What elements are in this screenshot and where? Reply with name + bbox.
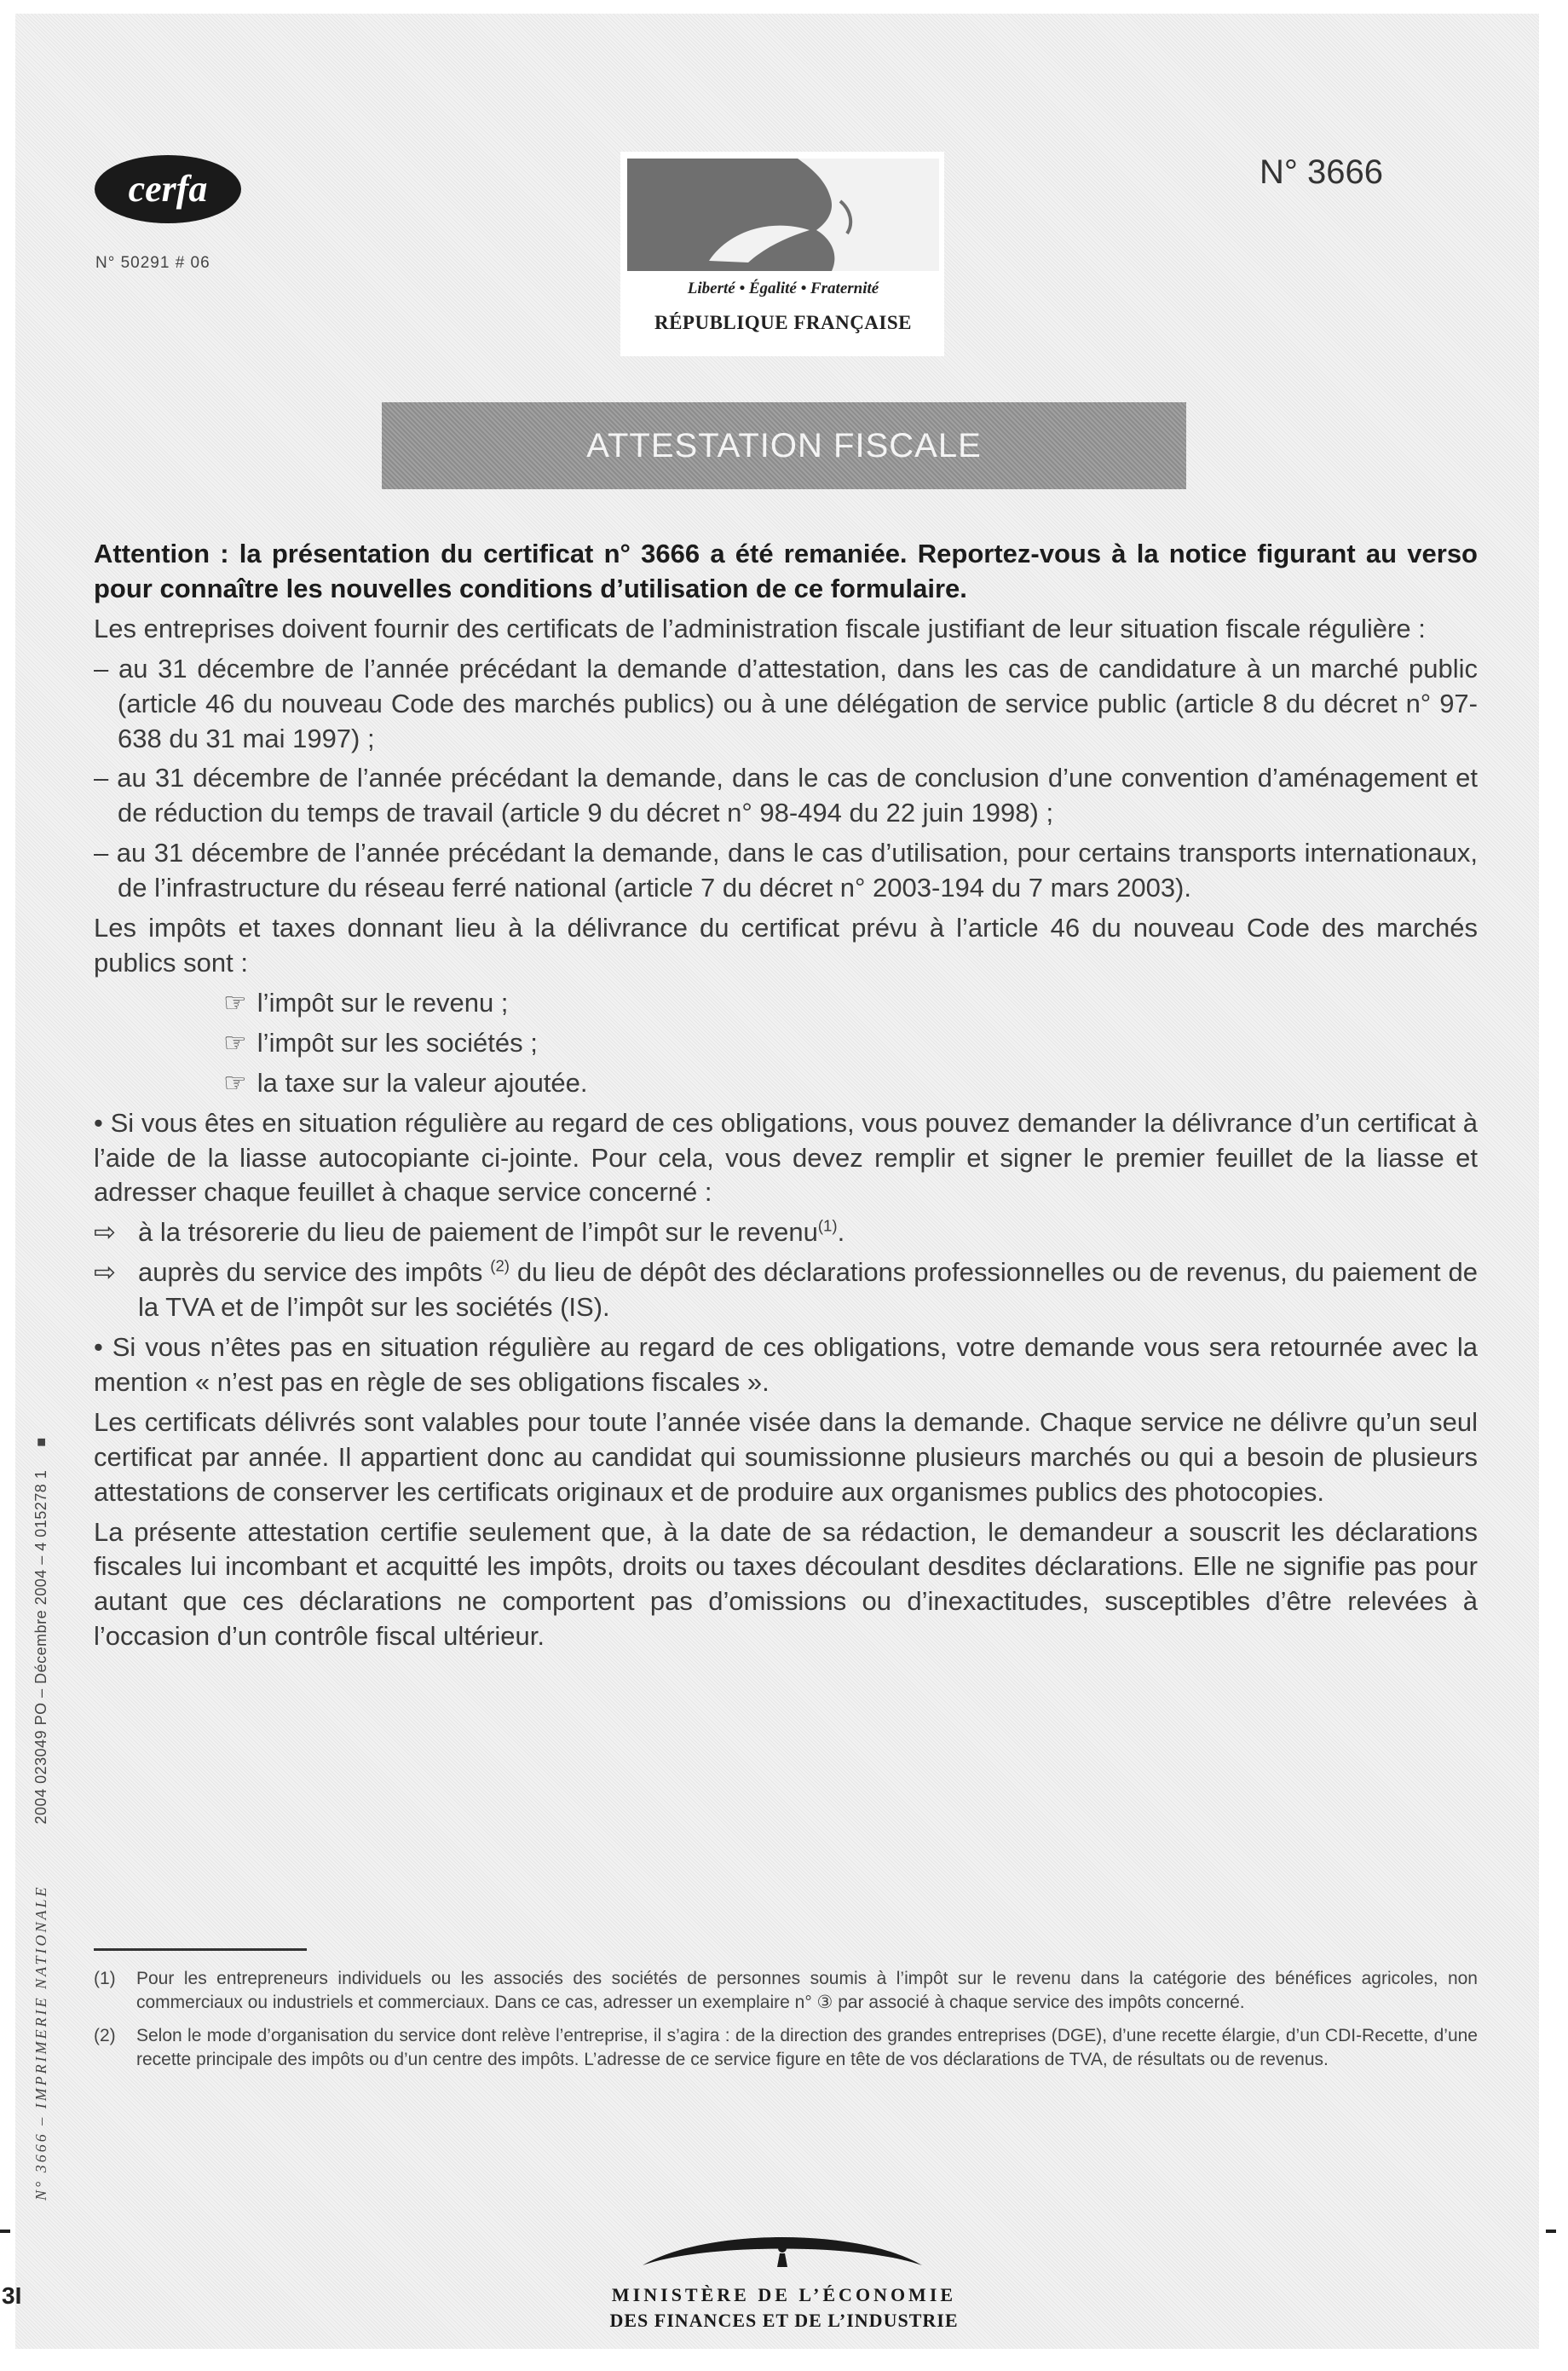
taxes-intro: Les impôts et taxes donnant lieu à la délivrance du certificat prévu à l’article 46 du nouveau Code des marchés publics sont :: [94, 913, 1478, 978]
footnote-item: [94, 1967, 1478, 2014]
tax-label: l’impôt sur les sociétés ;: [257, 1027, 538, 1058]
bullet-mark: ■: [32, 1437, 49, 1447]
service-text: à la trésorerie du lieu de paiement de l’impôt sur le revenu: [138, 1217, 818, 1248]
edge-characters: 3I: [2, 2282, 22, 2309]
intro-paragraph: Les entreprises doivent fournir des certificats de l’administration fiscale justifiant de leur situation fiscale régulière :: [94, 613, 1426, 643]
tax-item: [94, 986, 1478, 1021]
ministry-name-line1: MINISTÈRE DE L’ÉCONOMIE: [611, 2284, 957, 2305]
service-item: [94, 1255, 1478, 1325]
print-code: 2004 023049 PO – Décembre 2004 – 4 015278 1: [32, 1469, 49, 1825]
republic-motto: Liberté • Égalité • Fraternité: [687, 280, 879, 297]
marianne-emblem: [627, 159, 939, 271]
footnotes: [94, 1967, 1478, 2082]
page-title: ATTESTATION FISCALE: [586, 426, 982, 464]
cerfa-number: N° 50291 # 06: [95, 254, 210, 272]
side-print-code: [32, 1127, 58, 2201]
tax-label: la taxe sur la valeur ajoutée.: [257, 1067, 588, 1098]
pointing-hand-icon: ☞: [223, 1067, 247, 1098]
ministry-name-line2: DES FINANCES ET DE L’INDUSTRIE: [609, 2310, 959, 2331]
footnote-number: (1): [94, 1969, 116, 1988]
case-item: – au 31 décembre de l’année précédant la demande, dans le cas de conclusion d’une convention d’aménagement et de réduction du temps de travail (article 9 du décret n° 98-494 du 22 juin 1998) ;: [94, 763, 1478, 828]
cut-mark: [0, 2230, 10, 2233]
case-item: – au 31 décembre de l’année précédant la demande, dans le cas d’utilisation, pour certains transports internationaux, de l’infrastructure du réseau ferré national (article 7 du décret n° 2003-194 du 7 mars 2003).: [94, 838, 1478, 903]
outline-arrow-icon: ⇨: [94, 1257, 116, 1288]
footnote-number: (2): [94, 2026, 116, 2046]
pointing-hand-icon: ☞: [223, 987, 247, 1018]
footnote-divider: [94, 1948, 307, 1951]
service-text: auprès du service des impôts: [138, 1257, 483, 1288]
footnote-item: [94, 2024, 1478, 2071]
notice-body: [94, 537, 1478, 1659]
footnote-text: Selon le mode d’organisation du service dont relève l’entreprise, il s’agira : de la direction des grandes entreprises (DGE), d’une recette élargie, d’un CDI-Recette, d’une recette principale des impôts ou d’un centre des impôts. L’adresse de ce service figure en tête de vos déclarations de TVA, de résultats ou de revenus.: [136, 2026, 1478, 2070]
pointing-hand-icon: ☞: [223, 1027, 247, 1058]
printer-label: N° 3666 – IMPRIMERIE NATIONALE: [32, 1884, 49, 2201]
footnote-ref: (2): [490, 1256, 510, 1275]
validity-paragraph: Les certificats délivrés sont valables pour toute l’année visée dans la demande. Chaque service ne délivre qu’un seul certificat par année. Il appartient donc au candidat qui soumissionne plusieurs marchés ou qui a besoin de plusieurs attestations de conserver les certificats originaux et de produire aux organismes publics des photocopies.: [94, 1406, 1478, 1507]
attention-notice: Attention : la présentation du certificat n° 3666 a été remaniée. Reportez-vous à la notice figurant au verso pour connaître les nouvelles conditions d’utilisation de ce formulaire.: [94, 539, 1478, 603]
case-item: – au 31 décembre de l’année précédant la demande d’attestation, dans les cas de candidature à un marché public (article 46 du nouveau Code des marchés publics) ou à une délégation de service public (article 8 du décret n° 97-638 du 31 mai 1997) ;: [94, 653, 1478, 753]
cut-mark: [1546, 2230, 1556, 2233]
tax-item: [94, 1066, 1478, 1101]
disclaimer-paragraph: La présente attestation certifie seulement que, à la date de sa rédaction, le demandeur a souscrit les déclarations fiscales lui incombant et acquitté les impôts, droits ou taxes découlant desdites déclarations. Elle ne signifie pas pour autant que ces déclarations ne comportent pas d’omissions ou d’inexactitudes, susceptibles d’être relevées à l’occasion d’un contrôle fiscal ultérieur.: [94, 1516, 1478, 1652]
service-item: [94, 1215, 1478, 1250]
republic-name: RÉPUBLIQUE FRANÇAISE: [654, 312, 912, 333]
tax-item: [94, 1026, 1478, 1061]
footnote-ref: (1): [817, 1216, 838, 1235]
service-text-end: du lieu de dépôt des déclarations professionnelles ou de revenus, du paiement de la TVA et de l’impôt sur les sociétés (IS).: [138, 1257, 1478, 1323]
service-text-end: .: [837, 1217, 845, 1248]
tax-label: l’impôt sur le revenu ;: [257, 987, 509, 1018]
irregular-situation-paragraph: • Si vous n’êtes pas en situation régulière au regard de ces obligations, votre demande vous sera retournée avec la mention « n’est pas en règle de ses obligations fiscales ».: [94, 1332, 1478, 1397]
title-banner: [382, 402, 1186, 489]
svg-text:cerfa: cerfa: [128, 168, 208, 210]
outline-arrow-icon: ⇨: [94, 1217, 116, 1248]
cerfa-logo: [92, 153, 244, 225]
ministry-emblem: [637, 2219, 927, 2267]
form-number: N° 3666: [1260, 153, 1383, 191]
footnote-text: Pour les entrepreneurs individuels ou les associés des sociétés de personnes soumis à l’impôt sur le revenu dans la catégorie des bénéfices agricoles, non commerciaux ou industriels et commerciaux. Dans ce cas, adresser un exemplaire n° ③ par associé à chaque service des impôts concerné.: [136, 1969, 1478, 2012]
regular-situation-paragraph: • Si vous êtes en situation régulière au regard de ces obligations, vous pouvez demander la délivrance d’un certificat à l’aide de la liasse autocopiante ci-jointe. Pour cela, vous devez remplir et signer le premier feuillet de la liasse et adresser chaque feuillet à chaque service concerné :: [94, 1107, 1478, 1208]
